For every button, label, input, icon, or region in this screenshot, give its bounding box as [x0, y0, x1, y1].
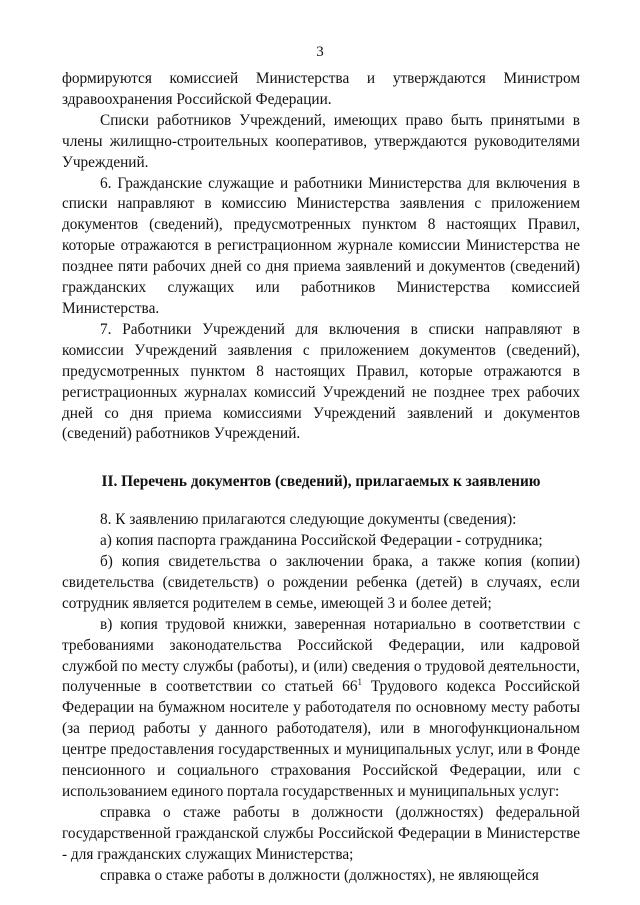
list-item-b: б) копия свидетельства о заключении брака, а также копия (копии) свидетельства (свидетельств) о рождении ребенка (детей) в случаях, если сотрудник является родителем в семье, имеющей 3 и более детей; — [62, 553, 580, 612]
page-number: 3 — [316, 44, 324, 60]
section-heading: II. Перечень документов (сведений), прилагаемых к заявлению — [101, 473, 541, 491]
superscript: 1 — [357, 677, 362, 688]
document-body — [62, 69, 580, 887]
certificate-item: справка о стаже работы в должности (должностях), не являющейся — [100, 866, 539, 884]
paragraph: формируются комиссией Министерства и утверждаются Министром здравоохранения Российской Федерации. — [62, 70, 580, 108]
paragraph-item-7: 7. Работники Учреждений для включения в списки направляют в комиссии Учреждений заявления с приложением документов (сведений), предусмотренных пунктом 8 настоящих Правил, которые отражаются в регистрационных журналах комиссий Учреждений не позднее трех рабочих дней со дня приема комиссиями Учреждений заявлений и документов (сведений) работников Учреждений. — [62, 320, 580, 443]
paragraph-item-6: 6. Гражданские служащие и работники Министерства для включения в списки направляют в комиссию Министерства заявления с приложением документов (сведений), предусмотренных пунктом 8 настоящих Правил, которые отражаются в регистрационном журнале комиссии Министерства не позднее пяти рабочих дней со дня приема заявлений и документов (сведений) гражданских служащих или работников Министерства комиссией Министерства. — [62, 174, 580, 317]
list-item-v — [62, 615, 580, 803]
list-item-v-text-cont: Трудового кодекса Российской Федерации на бумажном носителе у работодателя по основному месту работы (за период работы у данного работодателя), или в многофункциональном центре предоставления государственных и муниципальных услуг, или в Фонде пенсионного и социального страхования Российской Федерации, или с использованием единого портала государственных и муниципальных услуг: — [62, 678, 580, 800]
paragraph-item-8: 8. К заявлению прилагаются следующие документы (сведения): — [100, 511, 517, 529]
list-item-v-text: в) копия трудовой книжки, заверенная нотариально в соответствии с требованиями законодательства Российской Федерации, или кадровой службой по месту службы (работы), и (или) сведения о трудовой деятельности, полученные в соответствии со статьей 66 — [62, 615, 580, 696]
certificate-item: справка о стаже работы в должности (должностях) федеральной государственной гражданской службы Российской Федерации в Министерстве - для гражданских служащих Министерства; — [62, 803, 580, 863]
list-item-a: а) копия паспорта гражданина Российской Федерации - сотрудника; — [100, 532, 543, 550]
paragraph: Списки работников Учреждений, имеющих право быть принятыми в члены жилищно-строительных кооперативов, утверждаются руководителями Учреждений. — [62, 111, 580, 171]
